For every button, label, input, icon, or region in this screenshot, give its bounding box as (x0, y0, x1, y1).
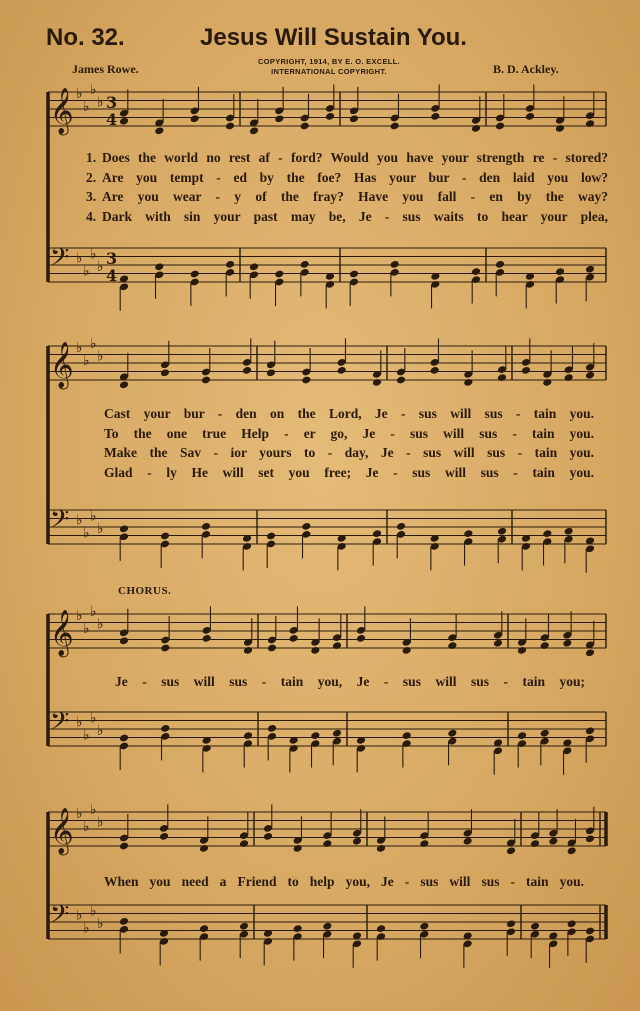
note-head (239, 839, 249, 848)
note-head (540, 641, 550, 650)
note-head (585, 119, 595, 128)
treble-clef: 𝄞 (50, 88, 74, 134)
chorus-lyrics-line-1 (115, 672, 585, 692)
chorus-text: When you need a Friend to help you, Je - sus will sus - tain you. (104, 874, 584, 889)
time-signature-top: 3 (106, 249, 118, 268)
note-head (540, 729, 550, 738)
note-head (249, 126, 259, 135)
flat-sign: ♭ (90, 710, 97, 727)
note-head (243, 731, 253, 740)
note-head (274, 270, 284, 279)
note-head (585, 726, 595, 735)
flat-sign: ♭ (90, 335, 97, 352)
note-head (402, 646, 412, 655)
note-head (463, 378, 473, 387)
treble-clef: 𝄞 (50, 342, 74, 388)
note-head (159, 832, 169, 841)
note-head (517, 731, 527, 740)
flat-sign: ♭ (76, 86, 83, 102)
note-head (567, 846, 577, 855)
refrain-line: Make the Sav - ior yours to - day, Je - sus will sus - tain you. (104, 445, 594, 460)
note-head (521, 366, 531, 375)
note-head (506, 846, 516, 855)
note-head (266, 368, 276, 377)
note-head (239, 922, 249, 931)
note-head (201, 376, 211, 385)
treble-clef: 𝄞 (50, 808, 74, 854)
note-head (463, 837, 473, 846)
note-head (430, 366, 440, 375)
note-head (555, 124, 565, 133)
verse-text: Are you tempt - ed by the foe? Has your bur - den laid you low? (102, 169, 608, 185)
flat-sign: ♭ (90, 246, 97, 263)
flat-sign: ♭ (83, 727, 90, 744)
flat-sign: ♭ (97, 916, 104, 932)
note-head (530, 839, 540, 848)
lyricist: James Rowe. (72, 62, 139, 76)
note-head (225, 122, 235, 131)
flat-sign: ♭ (76, 714, 83, 731)
verse-text: Dark with sin your past may be, Je - sus waits to hear your plea, (102, 208, 608, 224)
flat-sign: ♭ (97, 616, 104, 633)
flat-sign: ♭ (90, 508, 97, 525)
note-head (356, 634, 366, 643)
note-head (263, 832, 273, 841)
note-head (289, 634, 299, 643)
note-head (372, 529, 382, 538)
note-head (301, 522, 311, 531)
verse-text: Are you wear - y of the fray? Have you fall - en by the way? (102, 189, 608, 204)
refrain-line: Cast your bur - den on the Lord, Je - sus will sus - tain you. (104, 406, 594, 421)
note-head (160, 644, 170, 653)
refrain-line: Glad - ly He will set you free; Je - sus will sus - tain you. (104, 464, 594, 480)
verse-line (86, 148, 608, 168)
verse-number: 1. (86, 150, 97, 165)
flat-sign: ♭ (97, 259, 104, 275)
bass-clef: 𝄢 (50, 243, 70, 278)
note-head (396, 376, 406, 385)
note-head (293, 844, 303, 853)
note-head (419, 839, 429, 848)
note-head (119, 917, 129, 926)
copyright-line-1: COPYRIGHT, 1914, BY E. O. EXCELL. (258, 57, 400, 66)
flat-sign: ♭ (83, 920, 90, 937)
note-head (376, 844, 386, 853)
note-head (419, 922, 429, 931)
flat-sign: ♭ (83, 818, 90, 835)
note-head (471, 267, 481, 276)
note-head (160, 532, 170, 541)
note-head (497, 527, 507, 536)
note-head (301, 376, 311, 385)
note-head (402, 731, 412, 740)
flat-sign: ♭ (97, 814, 104, 831)
note-head (585, 265, 595, 274)
note-head (119, 380, 129, 389)
flat-sign: ♭ (83, 263, 90, 280)
note-head (390, 260, 400, 269)
note-head (376, 924, 386, 933)
note-head (202, 634, 212, 643)
verse-line (86, 207, 608, 227)
note-head (119, 734, 129, 743)
note-head (199, 844, 209, 853)
time-signature-bottom: 4 (106, 110, 118, 129)
flat-sign: ♭ (97, 723, 104, 739)
note-head (430, 112, 440, 121)
note-head (325, 112, 335, 121)
note-head (154, 262, 164, 271)
composer: B. D. Ackley. (493, 62, 559, 76)
note-head (225, 260, 235, 269)
flat-sign: ♭ (97, 94, 104, 111)
refrain-line: To the one true Help - er go, Je - sus will sus - tain you. (104, 425, 594, 441)
note-head (564, 373, 574, 382)
note-head (564, 527, 574, 536)
note-head (266, 532, 276, 541)
note-head (471, 124, 481, 133)
note-head (332, 641, 342, 650)
note-head (293, 924, 303, 933)
verse-text: Does the world no rest af - ford? Would you have your strength re - stored? (102, 150, 608, 165)
verse-number: 3. (86, 189, 97, 204)
note-head (585, 927, 595, 936)
note-head (585, 371, 595, 380)
note-head (372, 378, 382, 387)
verse-line (86, 187, 608, 207)
note-head (349, 114, 359, 123)
note-head (390, 122, 400, 131)
note-head (495, 122, 505, 131)
note-head (447, 641, 457, 650)
note-head (463, 529, 473, 538)
treble-clef: 𝄞 (50, 610, 74, 656)
flat-sign: ♭ (90, 603, 97, 620)
bass-clef: 𝄢 (50, 707, 70, 742)
note-head (493, 639, 503, 648)
note-head (274, 114, 284, 123)
note-head (567, 919, 577, 928)
note-head (154, 126, 164, 135)
note-head (242, 366, 252, 375)
verse-lyrics (86, 148, 608, 226)
note-head (249, 262, 259, 271)
copyright-line-2: INTERNATIONAL COPYRIGHT. (271, 67, 387, 76)
note-head (119, 524, 129, 533)
note-head (447, 729, 457, 738)
note-head (160, 368, 170, 377)
note-head (396, 522, 406, 531)
note-head (199, 924, 209, 933)
note-head (548, 837, 558, 846)
flat-sign: ♭ (83, 98, 90, 115)
flat-sign: ♭ (76, 608, 83, 624)
flat-sign: ♭ (97, 521, 104, 537)
note-head (497, 373, 507, 382)
flat-sign: ♭ (76, 340, 83, 356)
flat-sign: ♭ (90, 801, 97, 818)
note-head (517, 646, 527, 655)
flat-sign: ♭ (76, 250, 83, 267)
chorus-label: CHORUS. (118, 585, 172, 597)
refrain-lyrics (104, 404, 594, 482)
verse-number: 4. (86, 208, 97, 224)
flat-sign: ♭ (76, 907, 83, 924)
note-head (352, 837, 362, 846)
note-head (119, 117, 129, 126)
hymn-number: No. 32. (46, 24, 125, 51)
note-head (530, 922, 540, 931)
note-head (119, 842, 129, 851)
note-head (585, 834, 595, 843)
note-head (267, 724, 277, 733)
note-head (322, 839, 332, 848)
note-head (119, 636, 129, 645)
note-head (310, 731, 320, 740)
flat-sign: ♭ (90, 903, 97, 920)
note-head (322, 922, 332, 931)
note-head (300, 122, 310, 131)
time-signature-bottom: 4 (106, 266, 118, 285)
note-head (310, 646, 320, 655)
note-head (300, 260, 310, 269)
note-head (243, 646, 253, 655)
note-head (332, 729, 342, 738)
flat-sign: ♭ (97, 348, 104, 365)
note-head (190, 114, 200, 123)
note-head (555, 267, 565, 276)
note-head (160, 724, 170, 733)
flat-sign: ♭ (76, 806, 83, 822)
note-head (542, 529, 552, 538)
flat-sign: ♭ (83, 620, 90, 637)
flat-sign: ♭ (90, 81, 97, 98)
bass-clef: 𝄢 (50, 505, 70, 540)
note-head (562, 639, 572, 648)
note-head (525, 112, 535, 121)
note-head (201, 522, 211, 531)
note-head (506, 919, 516, 928)
chorus-text: Je - sus will sus - tain you, Je - sus will sus - tain you; (115, 674, 585, 689)
time-signature-top: 3 (106, 93, 118, 112)
bass-clef: 𝄢 (50, 900, 70, 935)
note-head (495, 260, 505, 269)
note-head (190, 270, 200, 279)
note-head (349, 270, 359, 279)
note-head (585, 648, 595, 657)
note-head (542, 378, 552, 387)
flat-sign: ♭ (83, 352, 90, 369)
verse-number: 2. (86, 169, 97, 185)
flat-sign: ♭ (83, 525, 90, 542)
note-head (267, 644, 277, 653)
note-head (337, 366, 347, 375)
hymn-title: Jesus Will Sustain You. (200, 24, 467, 51)
chorus-lyrics-line-2 (104, 872, 584, 892)
verse-line (86, 168, 608, 188)
flat-sign: ♭ (76, 512, 83, 529)
